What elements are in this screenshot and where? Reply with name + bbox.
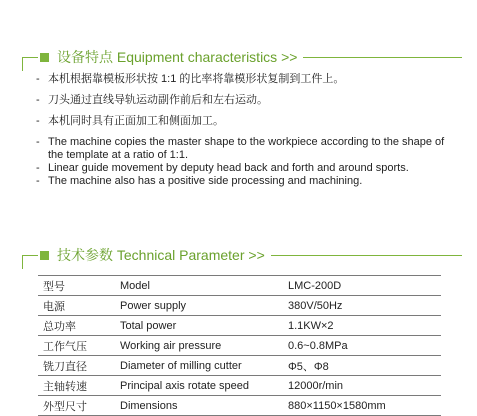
technical-parameter-table [38,275,441,416]
feature-item: - 本机同时具有正面加工和侧面加工。 [36,115,446,128]
header-label [38,47,303,67]
param-name-en: Model [115,276,283,296]
feature-item: - Linear guide movement by deputy head back and forth and around sports. [36,162,446,175]
param-name-cn: 铣刀直径 [38,356,115,376]
equipment-section-header [22,47,462,67]
param-value: 0.6~0.8MPa [283,336,441,356]
param-value: 1.1KW×2 [283,316,441,336]
table-row [38,376,441,396]
feature-item: - 刀头通过直线导轨运动副作前后和左右运动。 [36,94,446,107]
param-name-en: Diameter of milling cutter [115,356,283,376]
feature-item: - The machine also has a positive side processing and machining. [36,175,446,188]
param-name-cn: 总功率 [38,316,115,336]
param-value: 12000r/min [283,376,441,396]
technical-heading: 技术参数 Technical Parameter >> [57,247,265,263]
table-row [38,356,441,376]
technical-section-header [22,245,462,265]
header-rule-tick [22,57,23,71]
param-name-cn: 工作气压 [38,336,115,356]
table-row [38,296,441,316]
equipment-heading: 设备特点 Equipment characteristics >> [57,49,298,65]
feature-item: - The machine copies the master shape to the workpiece according to the shape of the template at a ratio of 1:1. [36,136,446,162]
param-name-cn: 主轴转速 [38,376,115,396]
equipment-feature-list [36,73,446,188]
header-rule-tick [22,255,23,269]
square-bullet-icon [40,53,49,62]
param-name-cn: 电源 [38,296,115,316]
header-label [38,245,271,265]
table-row [38,336,441,356]
param-value: Φ5、Φ8 [283,356,441,376]
param-name-en: Total power [115,316,283,336]
param-name-en: Working air pressure [115,336,283,356]
param-name-cn: 外型尺寸 [38,396,115,416]
table-row [38,316,441,336]
param-name-en: Dimensions [115,396,283,416]
param-value: 880×1150×1580mm [283,396,441,416]
table-row [38,396,441,416]
table-row [38,276,441,296]
param-name-en: Principal axis rotate speed [115,376,283,396]
param-value: 380V/50Hz [283,296,441,316]
param-name-en: Power supply [115,296,283,316]
square-bullet-icon [40,251,49,260]
feature-item: - 本机根据靠模板形状按 1:1 的比率将靠模形状复制到工件上。 [36,73,446,86]
param-value: LMC-200D [283,276,441,296]
param-name-cn: 型号 [38,276,115,296]
